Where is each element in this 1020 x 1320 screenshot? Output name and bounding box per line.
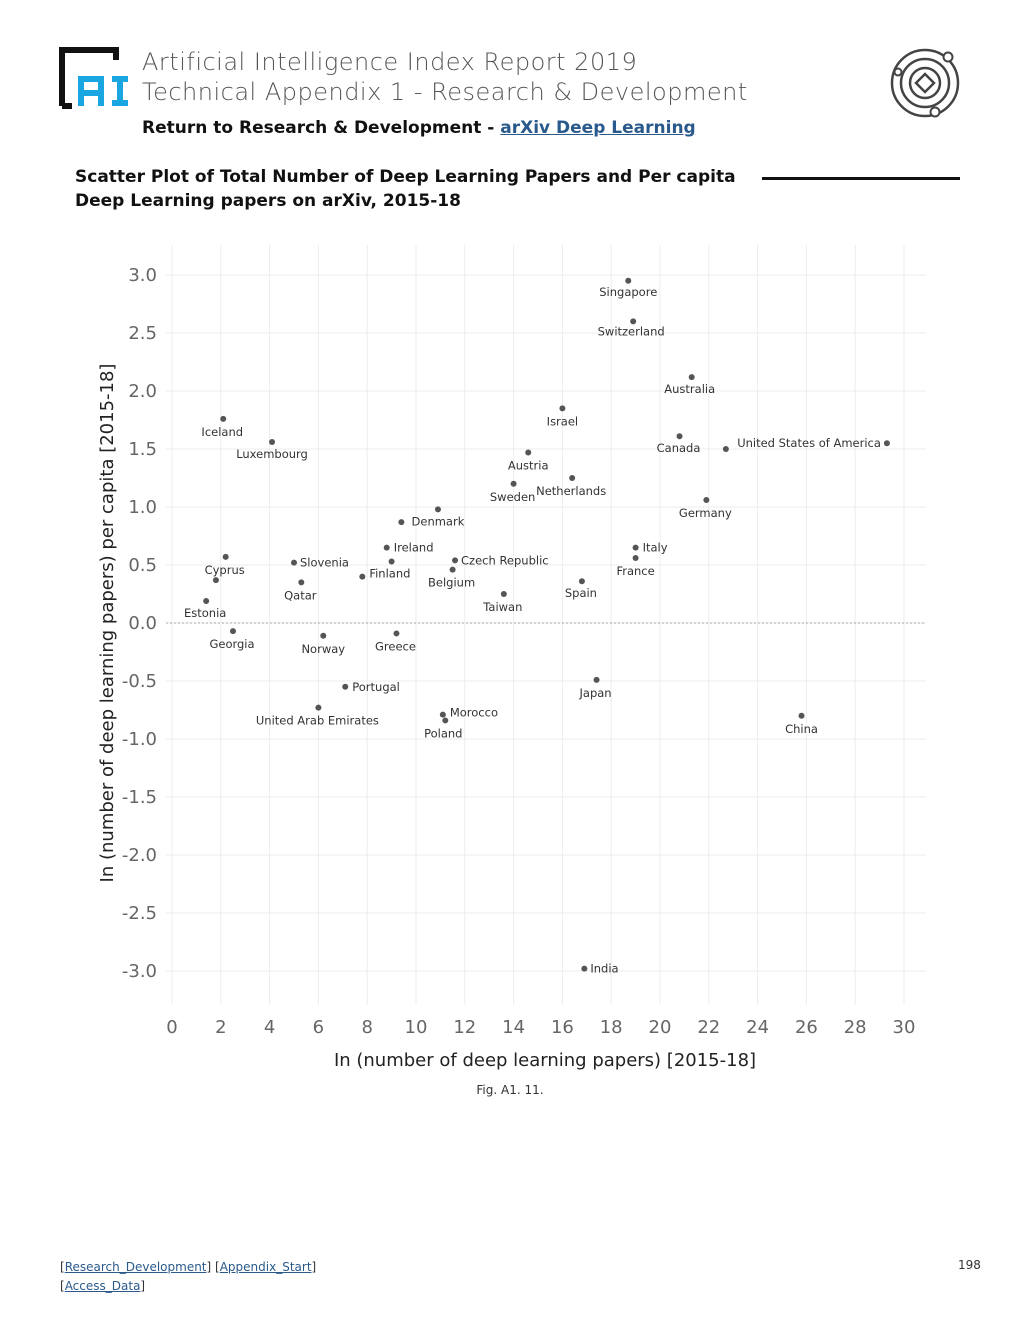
report-subtitle: Technical Appendix 1 - Research & Development	[142, 78, 748, 106]
y-tick-label: 1.0	[128, 497, 157, 518]
point-label: Estonia	[183, 605, 227, 620]
tick-labels	[122, 265, 916, 1038]
point-label: Australia	[664, 382, 716, 397]
x-tick-label: 14	[502, 1017, 526, 1038]
x-axis-title: In (number of deep learning papers) [2015-18]	[333, 1050, 757, 1071]
data-point	[569, 475, 575, 481]
point-label: Slovenia	[300, 555, 349, 570]
data-points	[184, 278, 890, 976]
bracket: [	[60, 1260, 65, 1274]
point-label: United Arab Emirates	[255, 713, 379, 728]
figure-caption: Fig. A1. 11.	[476, 1083, 544, 1097]
data-point	[315, 705, 321, 711]
data-point	[435, 506, 441, 512]
data-point	[269, 439, 275, 445]
data-point	[220, 416, 226, 422]
data-point	[450, 567, 456, 573]
point-label: Finland	[369, 566, 411, 581]
grid	[166, 245, 926, 1005]
point-label: Austria	[507, 458, 549, 473]
x-tick-label: 26	[794, 1017, 818, 1038]
data-point	[703, 497, 709, 503]
y-tick-label: 1.5	[128, 439, 157, 460]
data-point	[389, 559, 395, 565]
x-tick-label: 12	[453, 1017, 477, 1038]
chart-title: Scatter Plot of Total Number of Deep Learning Papers and Per capita Deep Learning papers on arXiv, 2015-18	[75, 167, 736, 211]
data-point	[203, 598, 209, 604]
data-point	[525, 449, 531, 455]
data-point	[677, 433, 683, 439]
data-point	[633, 555, 639, 561]
data-point	[393, 630, 399, 636]
page-number: 198	[958, 1258, 981, 1272]
x-tick-label: 30	[892, 1017, 916, 1038]
point-label: Singapore	[599, 284, 658, 299]
y-tick-label: 2.5	[128, 323, 157, 344]
y-tick-label: -1.5	[121, 787, 157, 808]
bracket: ]	[140, 1279, 146, 1293]
y-tick-label: -2.5	[121, 903, 157, 924]
x-tick-label: 20	[648, 1017, 672, 1038]
point-label: Portugal	[352, 679, 400, 694]
point-label: Georgia	[209, 637, 255, 652]
point-label: Ireland	[393, 540, 434, 555]
point-label: Germany	[678, 506, 732, 521]
y-tick-label: -3.0	[121, 961, 157, 982]
point-label: Czech Republic	[461, 553, 549, 568]
point-label: Netherlands	[536, 484, 607, 498]
point-label: Switzerland	[597, 324, 665, 339]
point-label: Luxembourg	[236, 447, 308, 462]
data-point	[291, 560, 297, 566]
y-tick-label: 0.0	[128, 613, 157, 634]
point-label: Norway	[301, 641, 346, 656]
access-data-link[interactable]: Access_Data	[64, 1279, 141, 1293]
bracket: ]	[311, 1260, 317, 1274]
point-label: China	[785, 721, 818, 736]
data-point	[452, 557, 458, 563]
data-point	[723, 446, 729, 452]
point-label: France	[616, 564, 655, 579]
point-label: Italy	[642, 540, 668, 555]
x-tick-label: 0	[166, 1017, 178, 1038]
x-tick-label: 2	[215, 1017, 227, 1038]
bracket: ]	[206, 1260, 212, 1274]
point-label: Greece	[375, 639, 416, 654]
footer-links	[60, 1258, 316, 1296]
point-label: Denmark	[411, 514, 465, 529]
data-point	[581, 966, 587, 972]
data-point	[633, 545, 639, 551]
x-tick-label: 18	[599, 1017, 623, 1038]
data-point	[230, 628, 236, 634]
data-point	[298, 579, 304, 585]
data-point	[559, 405, 565, 411]
report-title: Artificial Intelligence Index Report 2019	[142, 48, 638, 76]
y-tick-label: -1.0	[121, 729, 157, 750]
data-point	[594, 677, 600, 683]
bracket: [	[215, 1260, 220, 1274]
data-point	[689, 374, 695, 380]
appendix-start-link[interactable]: Appendix_Start	[219, 1260, 312, 1274]
y-tick-label: 2.0	[128, 381, 157, 402]
data-point	[442, 717, 448, 723]
x-tick-label: 28	[843, 1017, 867, 1038]
point-label: Spain	[564, 586, 597, 601]
data-point	[511, 481, 517, 487]
data-point	[384, 545, 390, 551]
data-point	[223, 554, 229, 560]
point-label: Morocco	[449, 705, 498, 720]
data-point	[501, 591, 507, 597]
x-tick-label: 6	[312, 1017, 325, 1038]
research-development-link[interactable]: Research_Development	[64, 1260, 207, 1274]
x-tick-label: 16	[550, 1017, 574, 1038]
data-point	[342, 684, 348, 690]
point-label: Belgium	[428, 575, 476, 590]
point-label: United States of America	[737, 436, 881, 451]
bracket: [	[60, 1279, 65, 1293]
y-tick-label: -2.0	[121, 845, 157, 866]
data-point	[579, 578, 585, 584]
point-label: Canada	[656, 441, 701, 456]
y-tick-label: 0.5	[128, 555, 157, 576]
return-prefix: Return to Research & Development -	[142, 118, 501, 138]
point-label: India	[590, 961, 619, 976]
point-label: Poland	[424, 726, 463, 741]
x-tick-label: 24	[746, 1017, 770, 1038]
point-label: Cyprus	[204, 562, 245, 577]
x-tick-label: 8	[361, 1017, 373, 1038]
data-point	[625, 278, 631, 284]
arxiv-deep-learning-link[interactable]: arXiv Deep Learning	[500, 118, 696, 138]
data-point	[320, 633, 326, 639]
point-label: Israel	[546, 414, 579, 429]
x-tick-label: 22	[697, 1017, 721, 1038]
data-point	[398, 519, 404, 525]
data-point	[799, 713, 805, 719]
data-point	[440, 712, 446, 718]
point-label: Taiwan	[483, 600, 523, 614]
y-tick-label: 3.0	[128, 265, 157, 286]
point-label: Iceland	[201, 424, 244, 439]
x-tick-label: 4	[263, 1017, 276, 1038]
y-axis-title: In (number of deep learning papers) per capita [2015-18]	[97, 363, 118, 883]
data-point	[359, 574, 365, 580]
point-label: Sweden	[489, 489, 536, 504]
x-tick-label: 10	[404, 1017, 428, 1038]
point-label: Japan	[579, 685, 612, 700]
data-point	[213, 577, 219, 583]
point-label: Qatar	[284, 588, 317, 603]
y-tick-label: -0.5	[121, 671, 157, 692]
data-point	[884, 440, 890, 446]
